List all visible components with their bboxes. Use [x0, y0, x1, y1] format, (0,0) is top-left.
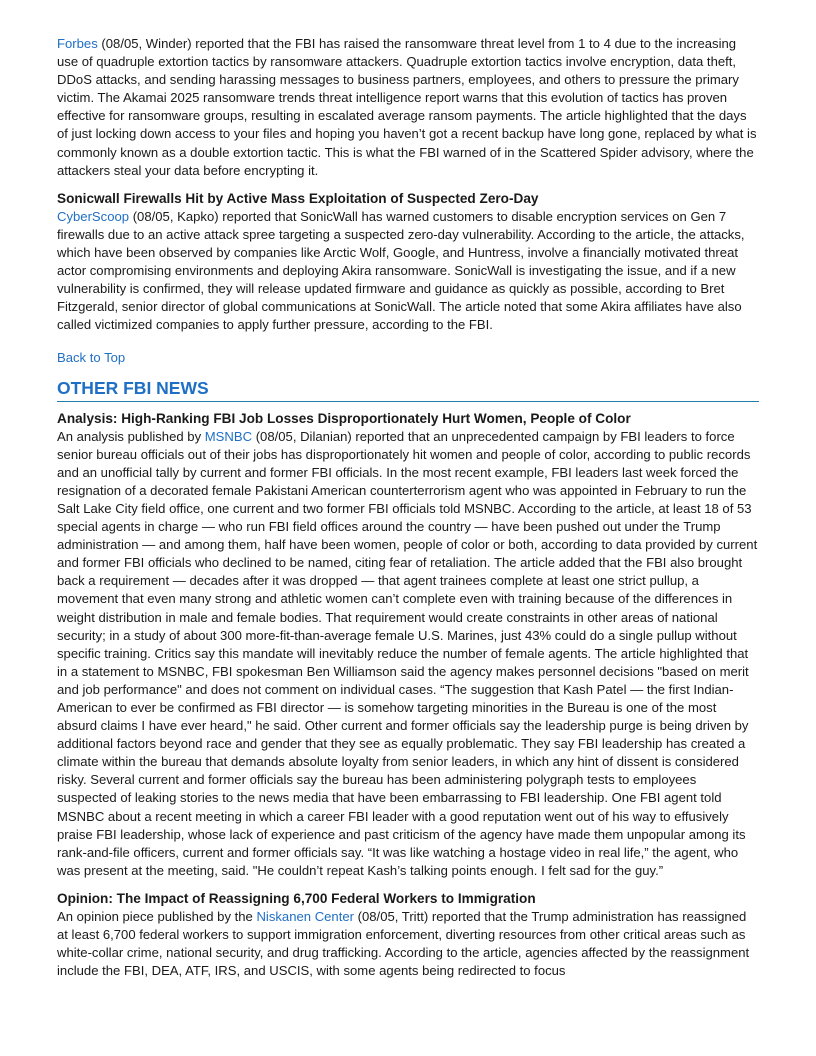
story-body — [57, 208, 759, 335]
source-link-niskanen-center[interactable]: Niskanen Center — [256, 909, 354, 925]
section-title: OTHER FBI NEWS — [57, 377, 759, 402]
source-link-msnbc[interactable]: MSNBC — [204, 428, 253, 444]
story-text: (08/05, Tritt) reported that the Trump administration has reassigned at least 6,700 federal workers to support immigration enforcement, diverting resources from other critical areas such as white-collar crime, national security, and drug trafficking. According to the article, agencies affected by the reassignment include the FBI, DEA, ATF, IRS, and USCIS, with some agents being redirected to focus — [57, 909, 750, 979]
story-text: (08/05, Winder) reported that the FBI has raised the ransomware threat level from 1 to 4 due to the increasing use of quadruple extortion tactics by ransomware attackers. Quadruple extortion tactics involve encryption, data theft, DDoS attacks, and sending harassing messages to business partners, employees, and others to pressure the primary victim. The Akamai 2025 ransomware trends threat intelligence report warns that this evolution of tactics has proven effective for ransomware groups, resulting in escalated average ransom payments. The article highlighted that the days of just locking down access to your files and hoping you haven’t got a recent backup have long gone, replaced by what is commonly known as a double extortion tactic. This is what the FBI warned of in the Scattered Spider advisory, where the attackers steal your data before encrypting it. — [57, 36, 757, 178]
story-body — [57, 428, 759, 880]
story-text: (08/05, Dilanian) reported that an unprecedented campaign by FBI leaders to force senior bureau officials out of their jobs has disproportionately hit women and people of color, according to public records and an unofficial tally by current and former FBI officials. In the most recent example, FBI leaders last week forced the resignation of a decorated female Pakistani American counterterrorism agent who was appointed in February to run the Salt Lake City field office, one current and two former FBI officials told MSNBC. According to the article, at least 18 of 53 special agents in charge — who run FBI field offices around the country — have been pushed out under the Trump administration — and among them, half have been women, people of color or both, according to data provided by current and former FBI officials who declined to be named, citing fear of retaliation. The article added that the FBI also brought back a requirement — decades after it was dropped — that agent trainees complete at least one strict pullup, a movement that even many strong and athletic women can’t complete even with training because of the differences in weight distribution in male and female bodies. That requirement would create constraints in other areas of national security; in a study of about 300 more-fit-than-average female U.S. Marines, just 43% could do a single pullup without specific training. Critics say this mandate will inevitably reduce the number of female agents. The article highlighted that in a statement to MSNBC, FBI spokesman Ben Williamson said the agency makes personnel decisions "based on merit and job performance" and does not comment on individual cases. “The suggestion that Kash Patel — the first Indian-American to ever be confirmed as FBI director — is somehow targeting minorities in the Bureau is one of the most absurd claims I have ever heard," he said. Other current and former officials say the leadership purge is being driven by additional factors beyond race and gender that they see as equally problematic. They say FBI leadership has created a climate within the bureau that demands absolute loyalty from senior leaders, in which any hint of dissent is considered risky. Several current and former officials say the bureau has been administering polygraph tests to employees suspected of leaking stories to the news media that have been embarrassing to FBI leadership. One FBI agent told MSNBC about a recent meeting in which a career FBI leader with a good reputation went out of his way to effusively praise FBI leadership, whose lack of experience and past criticism of the agency have made them unpopular among its rank-and-file officers, current and former officials say. “It was like watching a hostage video in real life,” the agent, who was present at the meeting, said. "He couldn’t repeat Kash’s talking points enough. I felt sad for the guy.” — [57, 428, 758, 878]
story-headline: Analysis: High-Ranking FBI Job Losses Disproportionately Hurt Women, People of Color — [57, 410, 631, 426]
story-prefix: An opinion piece published by the — [57, 909, 257, 925]
back-to-top-link[interactable]: Back to Top — [57, 349, 126, 365]
source-link-cyberscoop[interactable]: CyberScoop — [57, 208, 130, 224]
story-prefix: An analysis published by — [57, 428, 205, 444]
story-headline: Sonicwall Firewalls Hit by Active Mass Exploitation of Suspected Zero-Day — [57, 190, 539, 206]
story-text: (08/05, Kapko) reported that SonicWall has warned customers to disable encryption services on Gen 7 firewalls due to an active attack spree targeting a suspected zero-day vulnerability. According to the article, the attacks, which have been observed by companies like Arctic Wolf, Google, and Huntress, involve a financially motivated threat actor compromising environments and deploying Akira ransomware. SonicWall is investigating the issue, and if a new vulnerability is confirmed, they will release updated firmware and guidance as quickly as possible, according to Bret Fitzgerald, senior director of global communications at SonicWall. The article noted that some Akira affiliates have also called victimized companies to apply further pressure, according to the FBI. — [57, 208, 745, 333]
story-body — [57, 908, 759, 980]
story-headline: Opinion: The Impact of Reassigning 6,700 Federal Workers to Immigration — [57, 890, 536, 906]
source-link-forbes[interactable]: Forbes — [57, 36, 98, 51]
story-sonicwall — [57, 190, 759, 335]
story-msnbc — [57, 410, 759, 880]
section-body — [57, 410, 759, 981]
story-forbes — [57, 35, 759, 180]
story-body — [57, 35, 759, 180]
story-niskanen — [57, 890, 759, 980]
document-page — [57, 35, 759, 990]
